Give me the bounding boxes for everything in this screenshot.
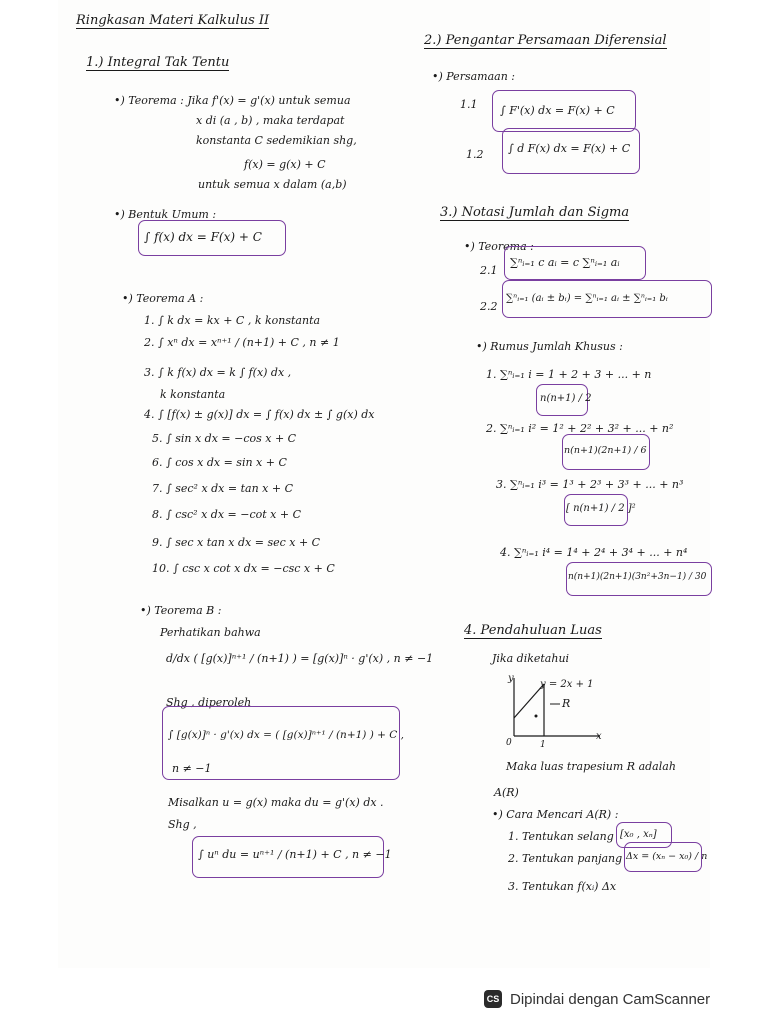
- teorema-a-item: k konstanta: [160, 388, 226, 401]
- maka-line: A(R): [494, 786, 519, 799]
- r-point: [535, 715, 538, 718]
- teorema-a-item: 6. ∫ cos x dx = sin x + C: [152, 456, 287, 469]
- rumus-box-text: [ n(n+1) / 2 ]²: [566, 503, 636, 514]
- graph-region-label: R: [562, 697, 571, 710]
- selang-text: [x₀ , xₙ]: [620, 829, 657, 840]
- teorema-a-item: 5. ∫ sin x dx = −cos x + C: [152, 432, 297, 445]
- maka-line: Maka luas trapesium R adalah: [506, 760, 676, 773]
- rumus-line: 1. ∑ⁿᵢ₌₁ i = 1 + 2 + 3 + ... + n: [486, 368, 652, 381]
- section-3-heading: 3.) Notasi Jumlah dan Sigma: [440, 205, 630, 220]
- eq-1-1-formula: ∫ F'(x) dx = F(x) + C: [500, 104, 615, 117]
- sigma-2-1-label: 2.1: [480, 264, 498, 277]
- teorema-a-heading: •) Teorema A :: [122, 292, 204, 305]
- camscanner-watermark: [484, 984, 756, 1014]
- teorema-b-formula: ∫ [g(x)]ⁿ · g'(x) dx = ( [g(x)]ⁿ⁺¹ / (n+1) ) + C ,: [168, 729, 405, 741]
- teorema-line: x di (a , b) , maka terdapat: [196, 114, 345, 127]
- eq-1-1-label: 1.1: [460, 98, 478, 111]
- graph-y-label: y: [508, 673, 514, 684]
- teorema-a-item: 10. ∫ csc x cot x dx = −csc x + C: [152, 562, 335, 575]
- rumus-line: 2. ∑ⁿᵢ₌₁ i² = 1² + 2² + 3² + ... + n²: [486, 422, 674, 435]
- bentuk-umum-heading: •) Bentuk Umum :: [114, 208, 217, 221]
- section-4-heading: 4. Pendahuluan Luas: [464, 623, 602, 638]
- rumus-box-text: n(n+1) / 2: [540, 393, 592, 404]
- misalkan-line: Misalkan u = g(x) maka du = g'(x) dx .: [168, 796, 384, 809]
- eq-1-2-label: 1.2: [466, 148, 484, 161]
- cara-step: 3. Tentukan f(xᵢ) Δx: [508, 880, 617, 893]
- cara-heading: •) Cara Mencari A(R) :: [492, 808, 619, 821]
- graph-equation: y = 2x + 1: [540, 679, 594, 690]
- camscanner-logo: CS: [484, 990, 502, 1008]
- cara-step: 2. Tentukan panjang: [508, 852, 623, 865]
- teorema-line: untuk semua x dalam (a,b): [198, 178, 347, 191]
- teorema-b-condition: n ≠ −1: [172, 762, 212, 775]
- cara-step: 1. Tentukan selang: [508, 830, 614, 843]
- eq-1-2-formula: ∫ d F(x) dx = F(x) + C: [508, 142, 631, 155]
- jika-diketahui: Jika diketahui: [492, 652, 570, 665]
- rumus-line: 4. ∑ⁿᵢ₌₁ i⁴ = 1⁴ + 2⁴ + 3⁴ + ... + n⁴: [500, 546, 688, 559]
- teorema-a-item: 7. ∫ sec² x dx = tan x + C: [152, 482, 293, 495]
- section-2-heading: 2.) Pengantar Persamaan Diferensial: [424, 33, 667, 48]
- graph-x-label: x: [596, 731, 602, 742]
- teorema-b-line: d/dx ( [g(x)]ⁿ⁺¹ / (n+1) ) = [g(x)]ⁿ · g'(x) , n ≠ −1: [166, 652, 434, 665]
- graph-one-label: 1: [540, 740, 546, 750]
- teorema-b-line: Perhatikan bahwa: [160, 626, 261, 639]
- teorema-a-item: 1. ∫ k dx = kx + C , k konstanta: [144, 314, 321, 327]
- sigma-2-2-label: 2.2: [480, 300, 498, 313]
- rumus-heading: •) Rumus Jumlah Khusus :: [476, 340, 623, 353]
- rumus-line: 3. ∑ⁿᵢ₌₁ i³ = 1³ + 2³ + 3³ + ... + n³: [496, 478, 684, 491]
- teorema-a-item: 8. ∫ csc² x dx = −cot x + C: [152, 508, 301, 521]
- teorema-line: f(x) = g(x) + C: [244, 158, 326, 171]
- rumus-box-text: n(n+1)(2n+1)(3n²+3n−1) / 30: [568, 572, 707, 582]
- page-title: Ringkasan Materi Kalkulus II: [76, 13, 270, 28]
- graph-origin-label: 0: [506, 738, 512, 748]
- teorema-a-item: 3. ∫ k f(x) dx = k ∫ f(x) dx ,: [144, 366, 292, 379]
- section-1-heading: 1.) Integral Tak Tentu: [86, 55, 230, 70]
- final-formula: ∫ uⁿ du = uⁿ⁺¹ / (n+1) + C , n ≠ −1: [198, 848, 392, 861]
- teorema-line: konstanta C sedemikian shg,: [196, 134, 357, 147]
- teorema-b-heading: •) Teorema B :: [140, 604, 222, 617]
- panjang-text: Δx = (xₙ − x₀) / n: [626, 851, 708, 862]
- sigma-2-2-formula: ∑ⁿᵢ₌₁ (aᵢ ± bᵢ) = ∑ⁿᵢ₌₁ aᵢ ± ∑ⁿᵢ₌₁ bᵢ: [506, 293, 668, 304]
- rumus-box-text: n(n+1)(2n+1) / 6: [564, 445, 647, 456]
- camscanner-text: Dipindai dengan CamScanner: [510, 990, 711, 1008]
- teorema-a-item: 4. ∫ [f(x) ± g(x)] dx = ∫ f(x) dx ± ∫ g(x) dx: [144, 408, 375, 421]
- teorema-a-item: 2. ∫ xⁿ dx = xⁿ⁺¹ / (n+1) + C , n ≠ 1: [144, 336, 340, 349]
- misalkan-line: Shg ,: [168, 818, 197, 831]
- bentuk-umum-formula: ∫ f(x) dx = F(x) + C: [144, 230, 262, 244]
- s3-teorema: •) Teorema :: [464, 240, 534, 253]
- persamaan-label: •) Persamaan :: [432, 70, 515, 83]
- sigma-2-1-formula: ∑ⁿᵢ₌₁ c aᵢ = c ∑ⁿᵢ₌₁ aᵢ: [510, 256, 620, 269]
- teorema-b-line: Shg , diperoleh: [166, 696, 252, 709]
- teorema-a-item: 9. ∫ sec x tan x dx = sec x + C: [152, 536, 321, 549]
- teorema-line: •) Teorema : Jika f'(x) = g'(x) untuk semua: [114, 94, 351, 107]
